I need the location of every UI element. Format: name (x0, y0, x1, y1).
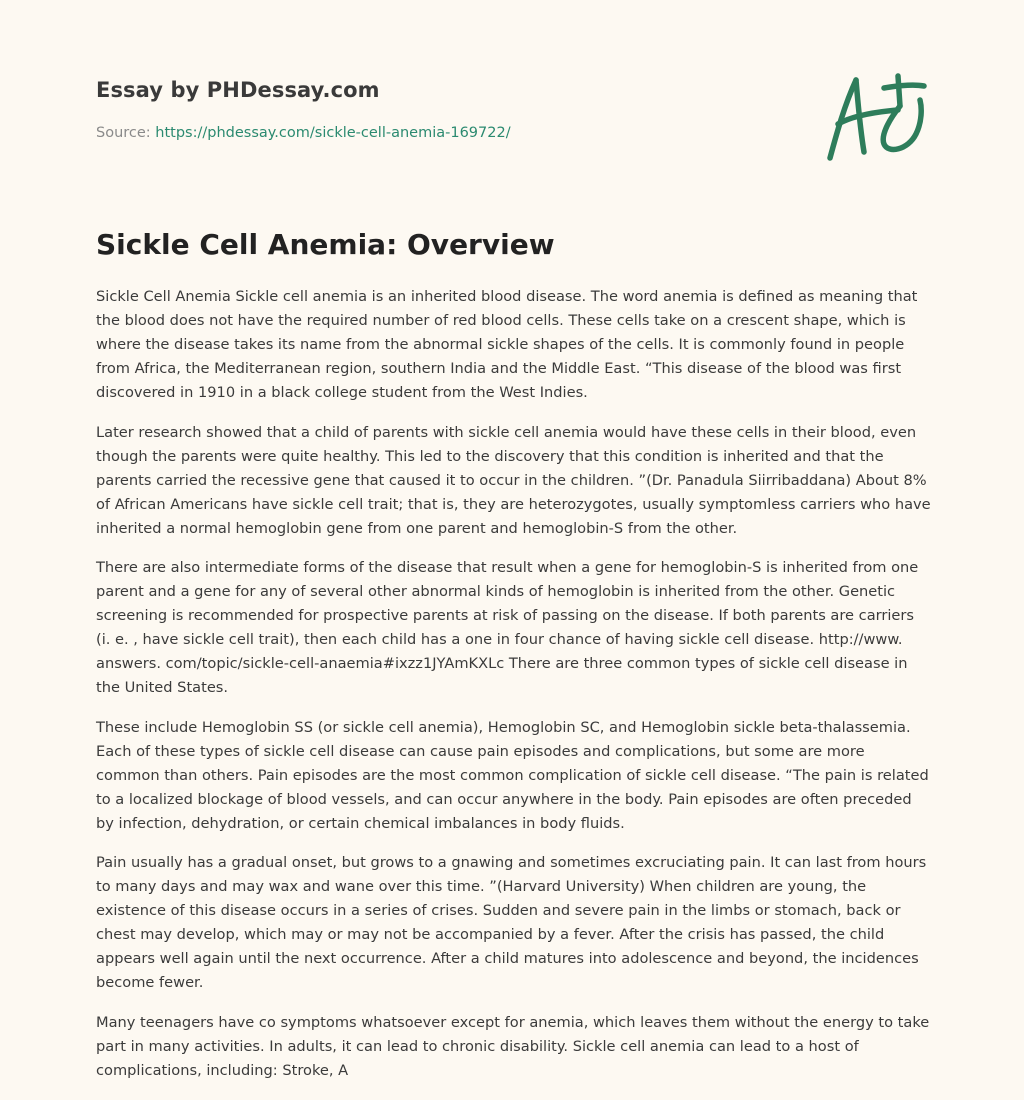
essay-body (96, 285, 932, 1098)
essay-paragraph: Sickle Cell Anemia Sickle cell anemia is an inherited blood disease. The word anemia is defined as meaning that the blood does not have the required number of red blood cells. These cells take on a crescent shape, which is where the disease takes its name from the abnormal sickle shapes of the cells. It is commonly found in people from Africa, the Mediterranean region, southern India and the Middle East. “This disease of the blood was first discovered in 1910 in a black college student from the West Indies. (96, 288, 918, 401)
essay-paragraph: There are also intermediate forms of the disease that result when a gene for hemoglobin-S is inherited from one parent and a gene for any of several other abnormal kinds of hemoglobin is inherited from the other. Genetic screening is recommended for prospective parents at risk of passing on the disease. If both parents are carriers (i. e. , have sickle cell trait), then each child has a one in four chance of having sickle cell disease. http://www. answers. com/topic/sickle-cell-anaemia#ixzz1JYAmKXLc There are three common types of sickle cell disease in the United States. (96, 559, 919, 696)
essay-paragraph: Pain usually has a gradual onset, but grows to a gnawing and sometimes excruciating pain. It can last from hours to many days and may wax and wane over this time. ”(Harvard University) When children are young, the existence of this disease occurs in a series of crises. Sudden and severe pain in the limbs or stomach, back or chest may develop, which may or may not be accompanied by a fever. After the crisis has passed, the child appears well again until the next occurrence. After a child matures into adolescence and beyond, the incidences become fewer. (96, 854, 927, 991)
essay-paragraph: Many teenagers have co symptoms whatsoever except for anemia, which leaves them without the energy to take part in many activities. In adults, it can lead to chronic disability. Sickle cell anemia can lead to a host of complications, including: Stroke, A (96, 1013, 930, 1079)
source-link[interactable]: https://phdessay.com/sickle-cell-anemia-169722/ (155, 125, 511, 141)
source-label: Source: (96, 125, 151, 141)
essay-title: Sickle Cell Anemia: Overview (96, 228, 555, 261)
a-plus-grade-icon (818, 66, 930, 166)
page-header (96, 76, 796, 143)
essay-paragraph: These include Hemoglobin SS (or sickle cell anemia), Hemoglobin SC, and Hemoglobin sickle beta-thalassemia. Each of these types of sickle cell disease can cause pain episodes and complications, but some are more common than others. Pain episodes are the most common complication of sickle cell disease. “The pain is related to a localized blockage of blood vessels, and can occur anywhere in the body. Pain episodes are often preceded by infection, dehydration, or certain chemical imbalances in body fluids. (96, 718, 929, 832)
essay-paragraph: Later research showed that a child of parents with sickle cell anemia would have these cells in their blood, even though the parents were quite healthy. This led to the discovery that this condition is inherited and that the parents carried the recessive gene that caused it to occur in the children. ”(Dr. Panadula Siirribaddana) About 8% of African Americans have sickle cell trait; that is, they are heterozygotes, usually symptomless carriers who have inherited a normal hemoglobin gene from one parent and hemoglobin-S from the other. (96, 423, 931, 537)
site-brand: Essay by PHDessay.com (96, 78, 380, 102)
source-line (96, 123, 796, 143)
